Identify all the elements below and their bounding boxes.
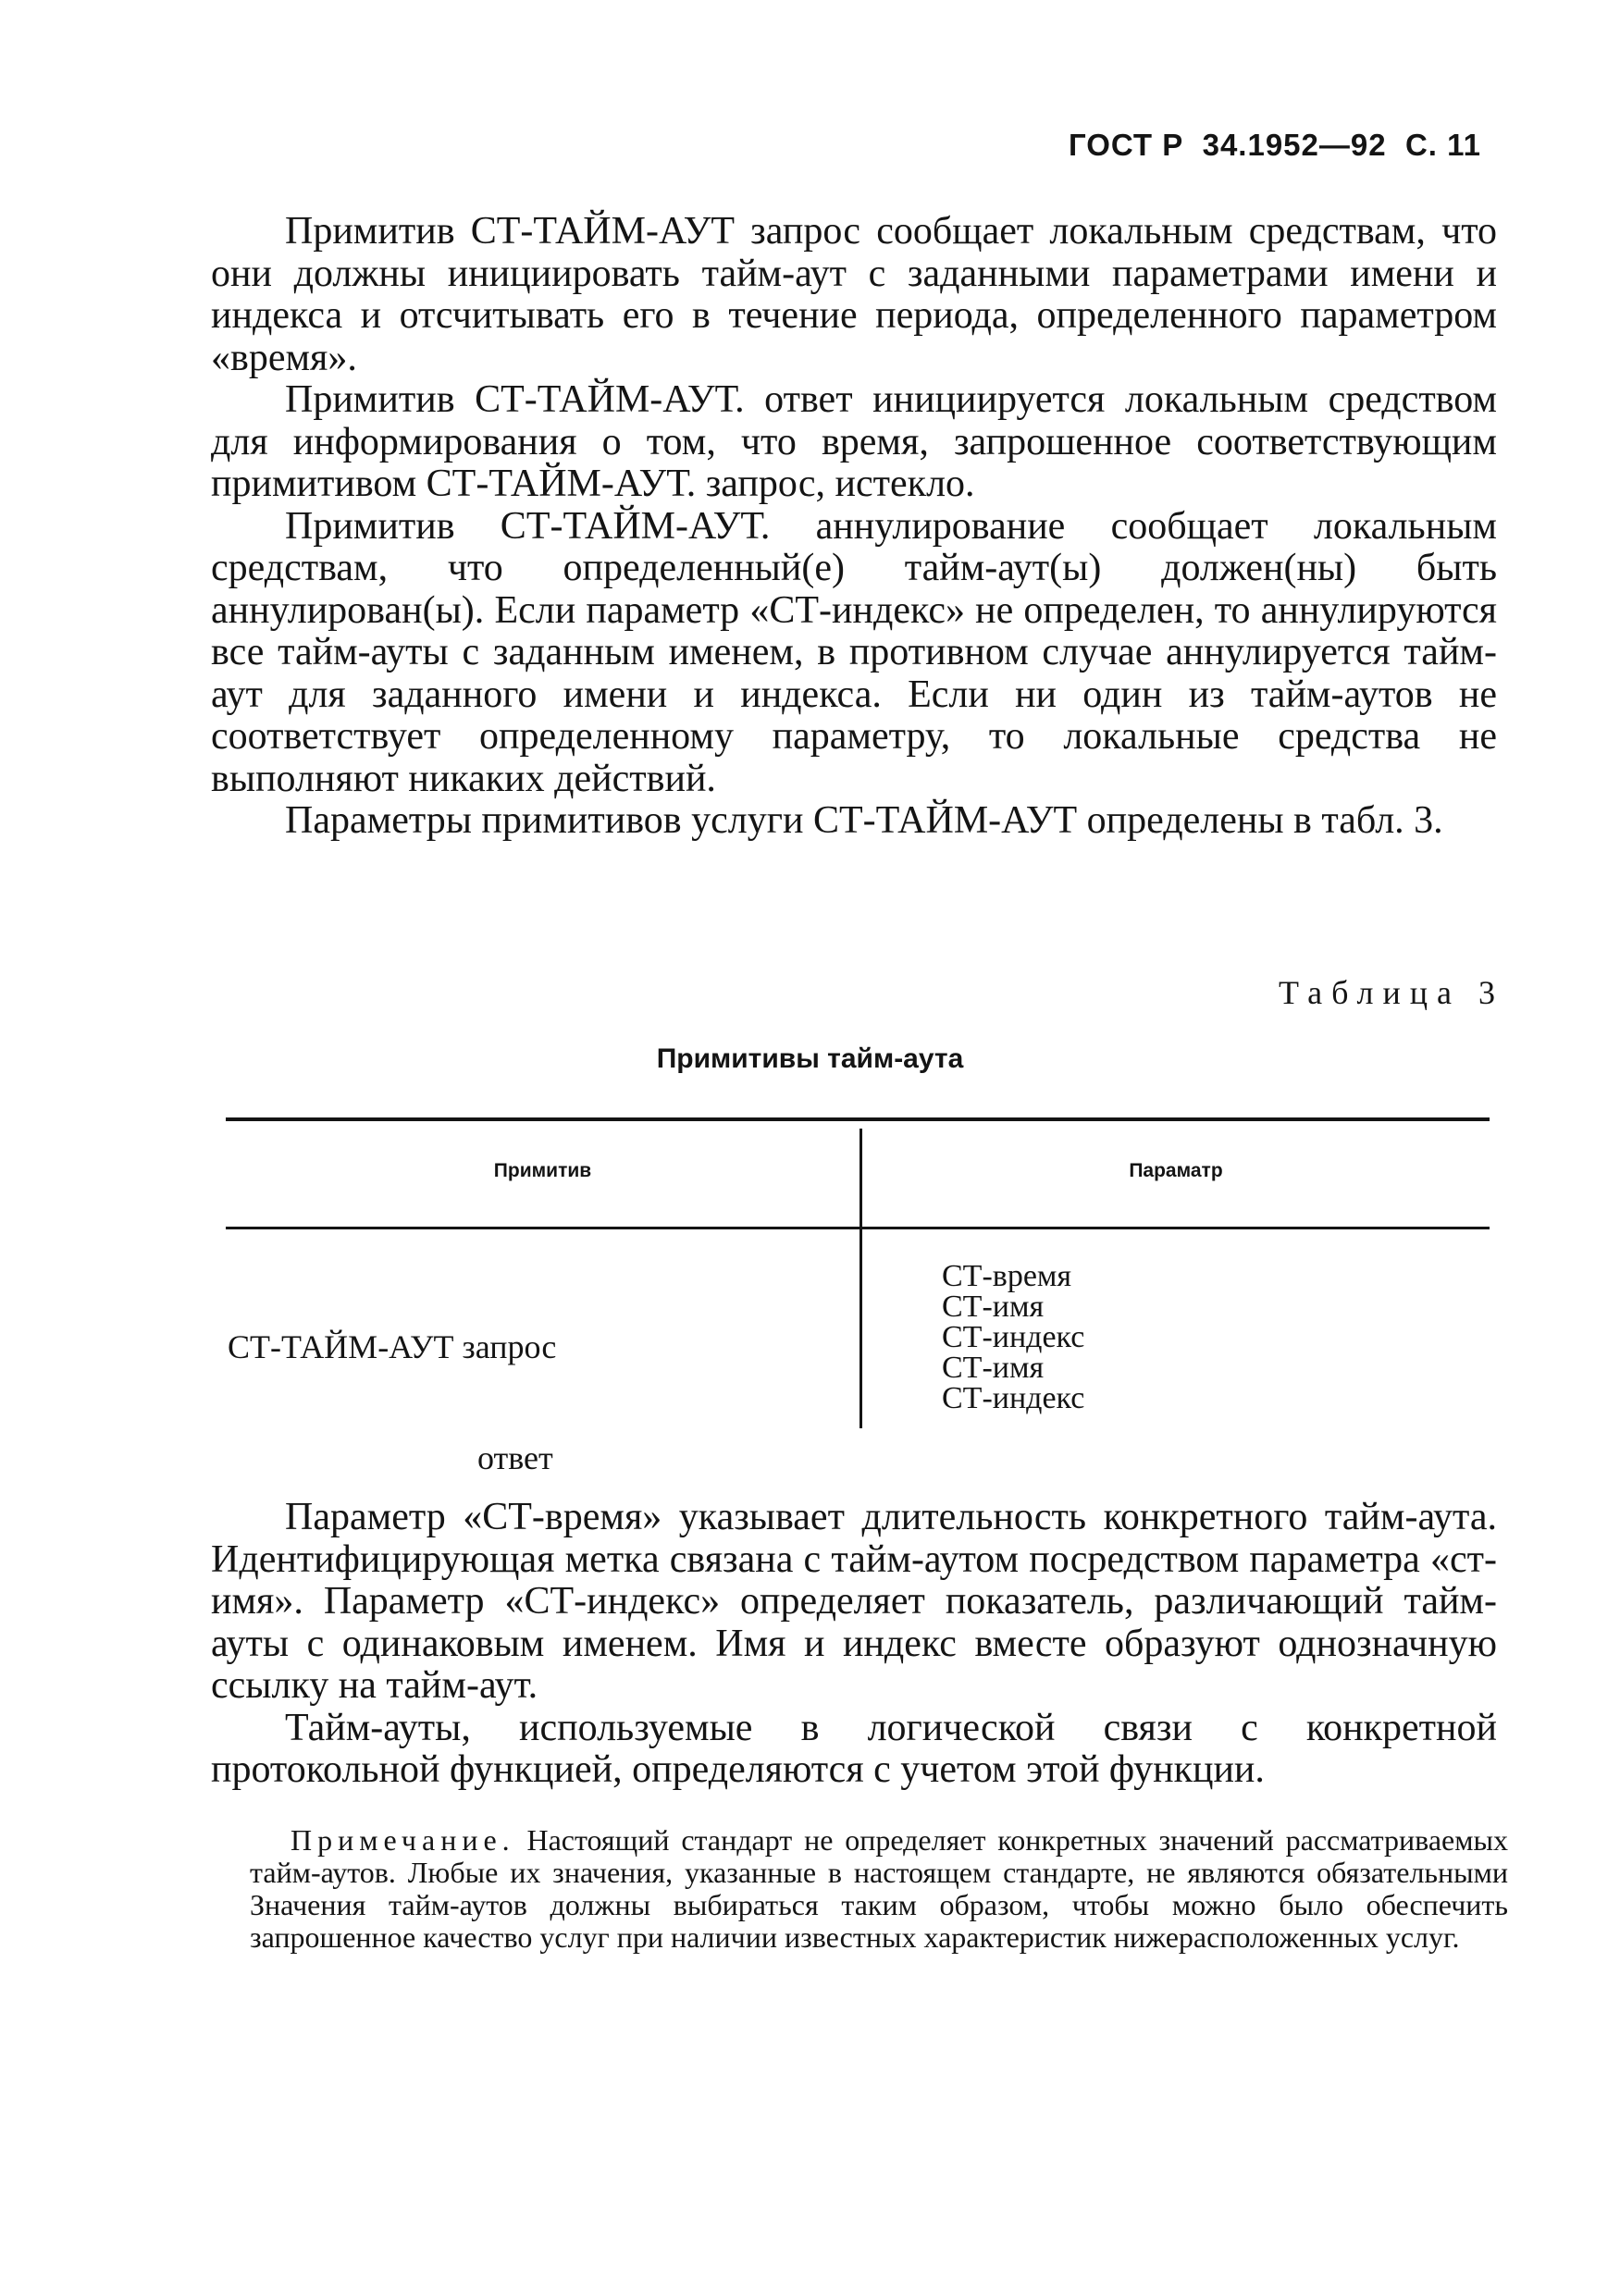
- table-header-rule: [226, 1227, 1490, 1229]
- parameter-item: СТ-время: [942, 1259, 1072, 1293]
- parameter-item: СТ-имя: [942, 1351, 1045, 1385]
- intro-text: [211, 211, 1497, 843]
- paragraph-timeouts: Тайм-ауты, используемые в логической связи с конкретной протокольной функцией, определяются с учетом этой функции.: [211, 1706, 1497, 1791]
- primitives-table: [226, 1117, 1490, 1476]
- table-title: Примитивы тайм-аута: [656, 1043, 964, 1074]
- note-paragraph: [250, 1824, 1508, 1954]
- paragraph-cancel: Примитив СТ-ТАЙМ-АУТ. аннулирование сообщает локальным средствам, что определенный(е) тайм-аут(ы) должен(ны) быть аннулирован(ы). Если параметр «СТ-индекс» не определен, то аннулируются все тайм-ауты с заданным именем, в противном случае аннулируется тайм-аут для заданного имени и индекса. Если ни один из тайм-аутов не соответствует определенному параметру, то локальные средства не выполняют никаких действий.: [211, 504, 1497, 800]
- paragraph-response: Примитив СТ-ТАЙМ-АУТ. ответ инициируется локальным средством для информирования о том, что время, запрошенное соответствующим примитивом СТ-ТАЙМ-АУТ. запрос, истекло.: [211, 378, 1497, 505]
- note-text: Настоящий стандарт не определяет конкретных значений рассматриваемых тайм-аутов. Любые их значения, указанные в настоящем стандарте, не являются обязательными Значения тайм-аутов должны выбираться таким образом, чтобы можно было обеспечить запрошенное качество услуг при наличии известных характеристик нижерасположенных услуг.: [250, 1823, 1509, 1954]
- note: [250, 1824, 1508, 1954]
- paragraph-request: Примитив СТ-ТАЙМ-АУТ запрос сообщает локальным средствам, что они должны инициировать тайм-аут с заданными параметрами имени и индекса и отсчитывать его в течение периода, определенного параметром «время».: [211, 210, 1497, 379]
- column-header-parameter: Параматр: [1129, 1160, 1223, 1181]
- closing-text: [211, 1497, 1497, 1792]
- primitive-line: [228, 1328, 556, 1365]
- page-number: С. 11: [1404, 128, 1481, 162]
- standard-number: ГОСТ Р 34.1952—92: [1068, 128, 1387, 162]
- paragraph-parameters: Параметр «СТ-время» указывает длительность конкретного тайм-аута. Идентифицирующая метка связана с тайм-аутом посредством параметра «ст-имя». Параметр «СТ-индекс» определяет показатель, различающий тайм-ауты с одинаковым именем. Имя и индекс вместе образуют однозначную ссылку на тайм-аут.: [211, 1496, 1497, 1707]
- parameter-item: СТ-имя: [942, 1290, 1045, 1324]
- note-label: Примечание.: [291, 1823, 515, 1857]
- column-header-primitive: Примитив: [493, 1160, 592, 1181]
- parameter-item: СТ-индекс: [942, 1381, 1085, 1415]
- table-caption: Таблица 3: [1279, 974, 1504, 1011]
- primitive-name: СТ-ТАЙМ-АУТ: [228, 1328, 454, 1365]
- page-header: [1069, 128, 1481, 163]
- parameter-item: СТ-индекс: [942, 1320, 1085, 1354]
- operation-request: запрос: [462, 1328, 557, 1365]
- operation-response: ответ: [477, 1439, 553, 1476]
- parameters-cell: [942, 1261, 1084, 1413]
- table-top-rule: [226, 1117, 1490, 1121]
- paragraph-table-ref: Параметры примитивов услуги СТ-ТАЙМ-АУТ определены в табл. 3.: [285, 799, 1443, 842]
